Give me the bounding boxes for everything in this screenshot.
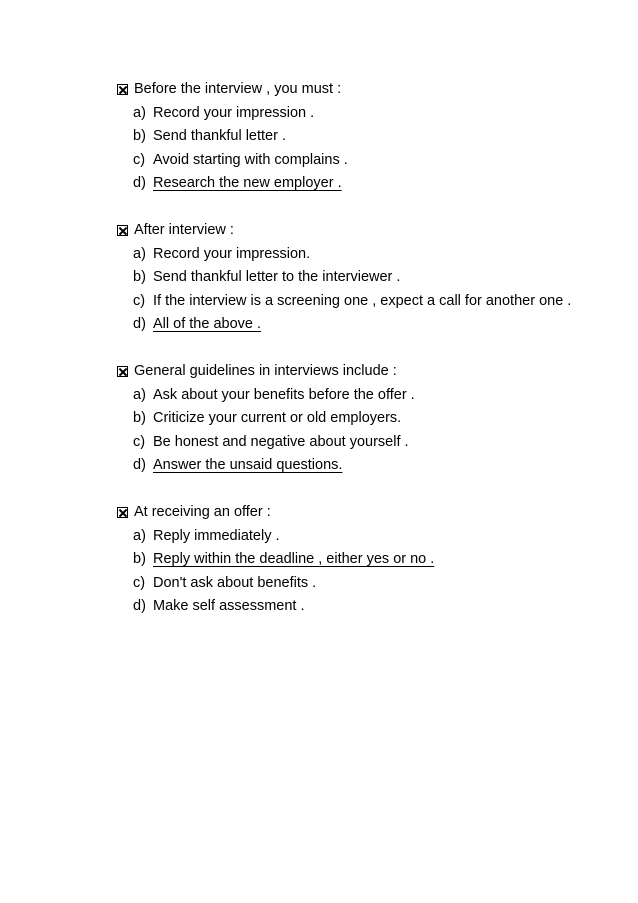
question-stem-text: After interview : [134,221,234,238]
option-text: If the interview is a screening one , expect a call for another one . [153,292,572,309]
question-stem [117,501,597,525]
option-b [117,407,597,431]
option-letter: c) [133,151,146,168]
option-c [117,572,597,596]
option-letter: d) [133,598,146,615]
option-b [117,125,597,149]
option-letter: c) [133,574,146,591]
option-text: Avoid starting with complains . [153,151,348,168]
option-text: Send thankful letter . [153,128,286,145]
option-letter: c) [133,433,146,450]
option-text: Record your impression . [153,104,315,121]
option-list [117,384,597,478]
option-letter: a) [133,386,146,403]
checkbox-x-icon [117,507,128,518]
option-letter: b) [133,128,146,145]
option-c [117,290,597,314]
option-letter: a) [133,527,146,544]
option-text: Reply immediately . [153,527,280,544]
option-a [117,525,597,549]
option-letter: d) [133,316,146,333]
question-stem-text: At receiving an offer : [134,503,271,520]
option-text: Ask about your benefits before the offer . [153,386,415,403]
option-text: Criticize your current or old employers. [153,410,402,427]
question-stem [117,219,597,243]
option-letter: d) [133,175,146,192]
option-d [117,595,597,619]
option-text: Answer the unsaid questions. [153,457,343,474]
question-stem-text: General guidelines in interviews include : [134,362,397,379]
question-3 [117,360,597,478]
option-b [117,548,597,572]
option-text: Be honest and negative about yourself . [153,433,409,450]
option-text: Don't ask about benefits . [153,574,317,591]
option-a [117,102,597,126]
option-text: Reply within the deadline , either yes or no . [153,551,435,568]
option-letter: a) [133,104,146,121]
question-4 [117,501,597,619]
option-text: Research the new employer . [153,175,342,192]
option-d [117,172,597,196]
option-text: Make self assessment . [153,598,305,615]
option-letter: b) [133,410,146,427]
question-stem [117,360,597,384]
checkbox-x-icon [117,225,128,236]
option-letter: d) [133,457,146,474]
option-letter: a) [133,245,146,262]
question-2 [117,219,597,337]
option-letter: c) [133,292,146,309]
checkbox-x-icon [117,84,128,95]
question-stem [117,78,597,102]
question-1 [117,78,597,196]
option-d [117,313,597,337]
option-d [117,454,597,478]
option-list [117,102,597,196]
option-b [117,266,597,290]
option-c [117,431,597,455]
option-text: Record your impression. [153,245,311,262]
option-a [117,243,597,267]
option-list [117,243,597,337]
option-letter: b) [133,269,146,286]
option-c [117,149,597,173]
option-text: All of the above . [153,316,262,333]
option-a [117,384,597,408]
option-letter: b) [133,551,146,568]
question-list [117,78,597,642]
checkbox-x-icon [117,366,128,377]
option-text: Send thankful letter to the interviewer . [153,269,401,286]
question-stem-text: Before the interview , you must : [134,81,342,97]
option-list [117,525,597,619]
